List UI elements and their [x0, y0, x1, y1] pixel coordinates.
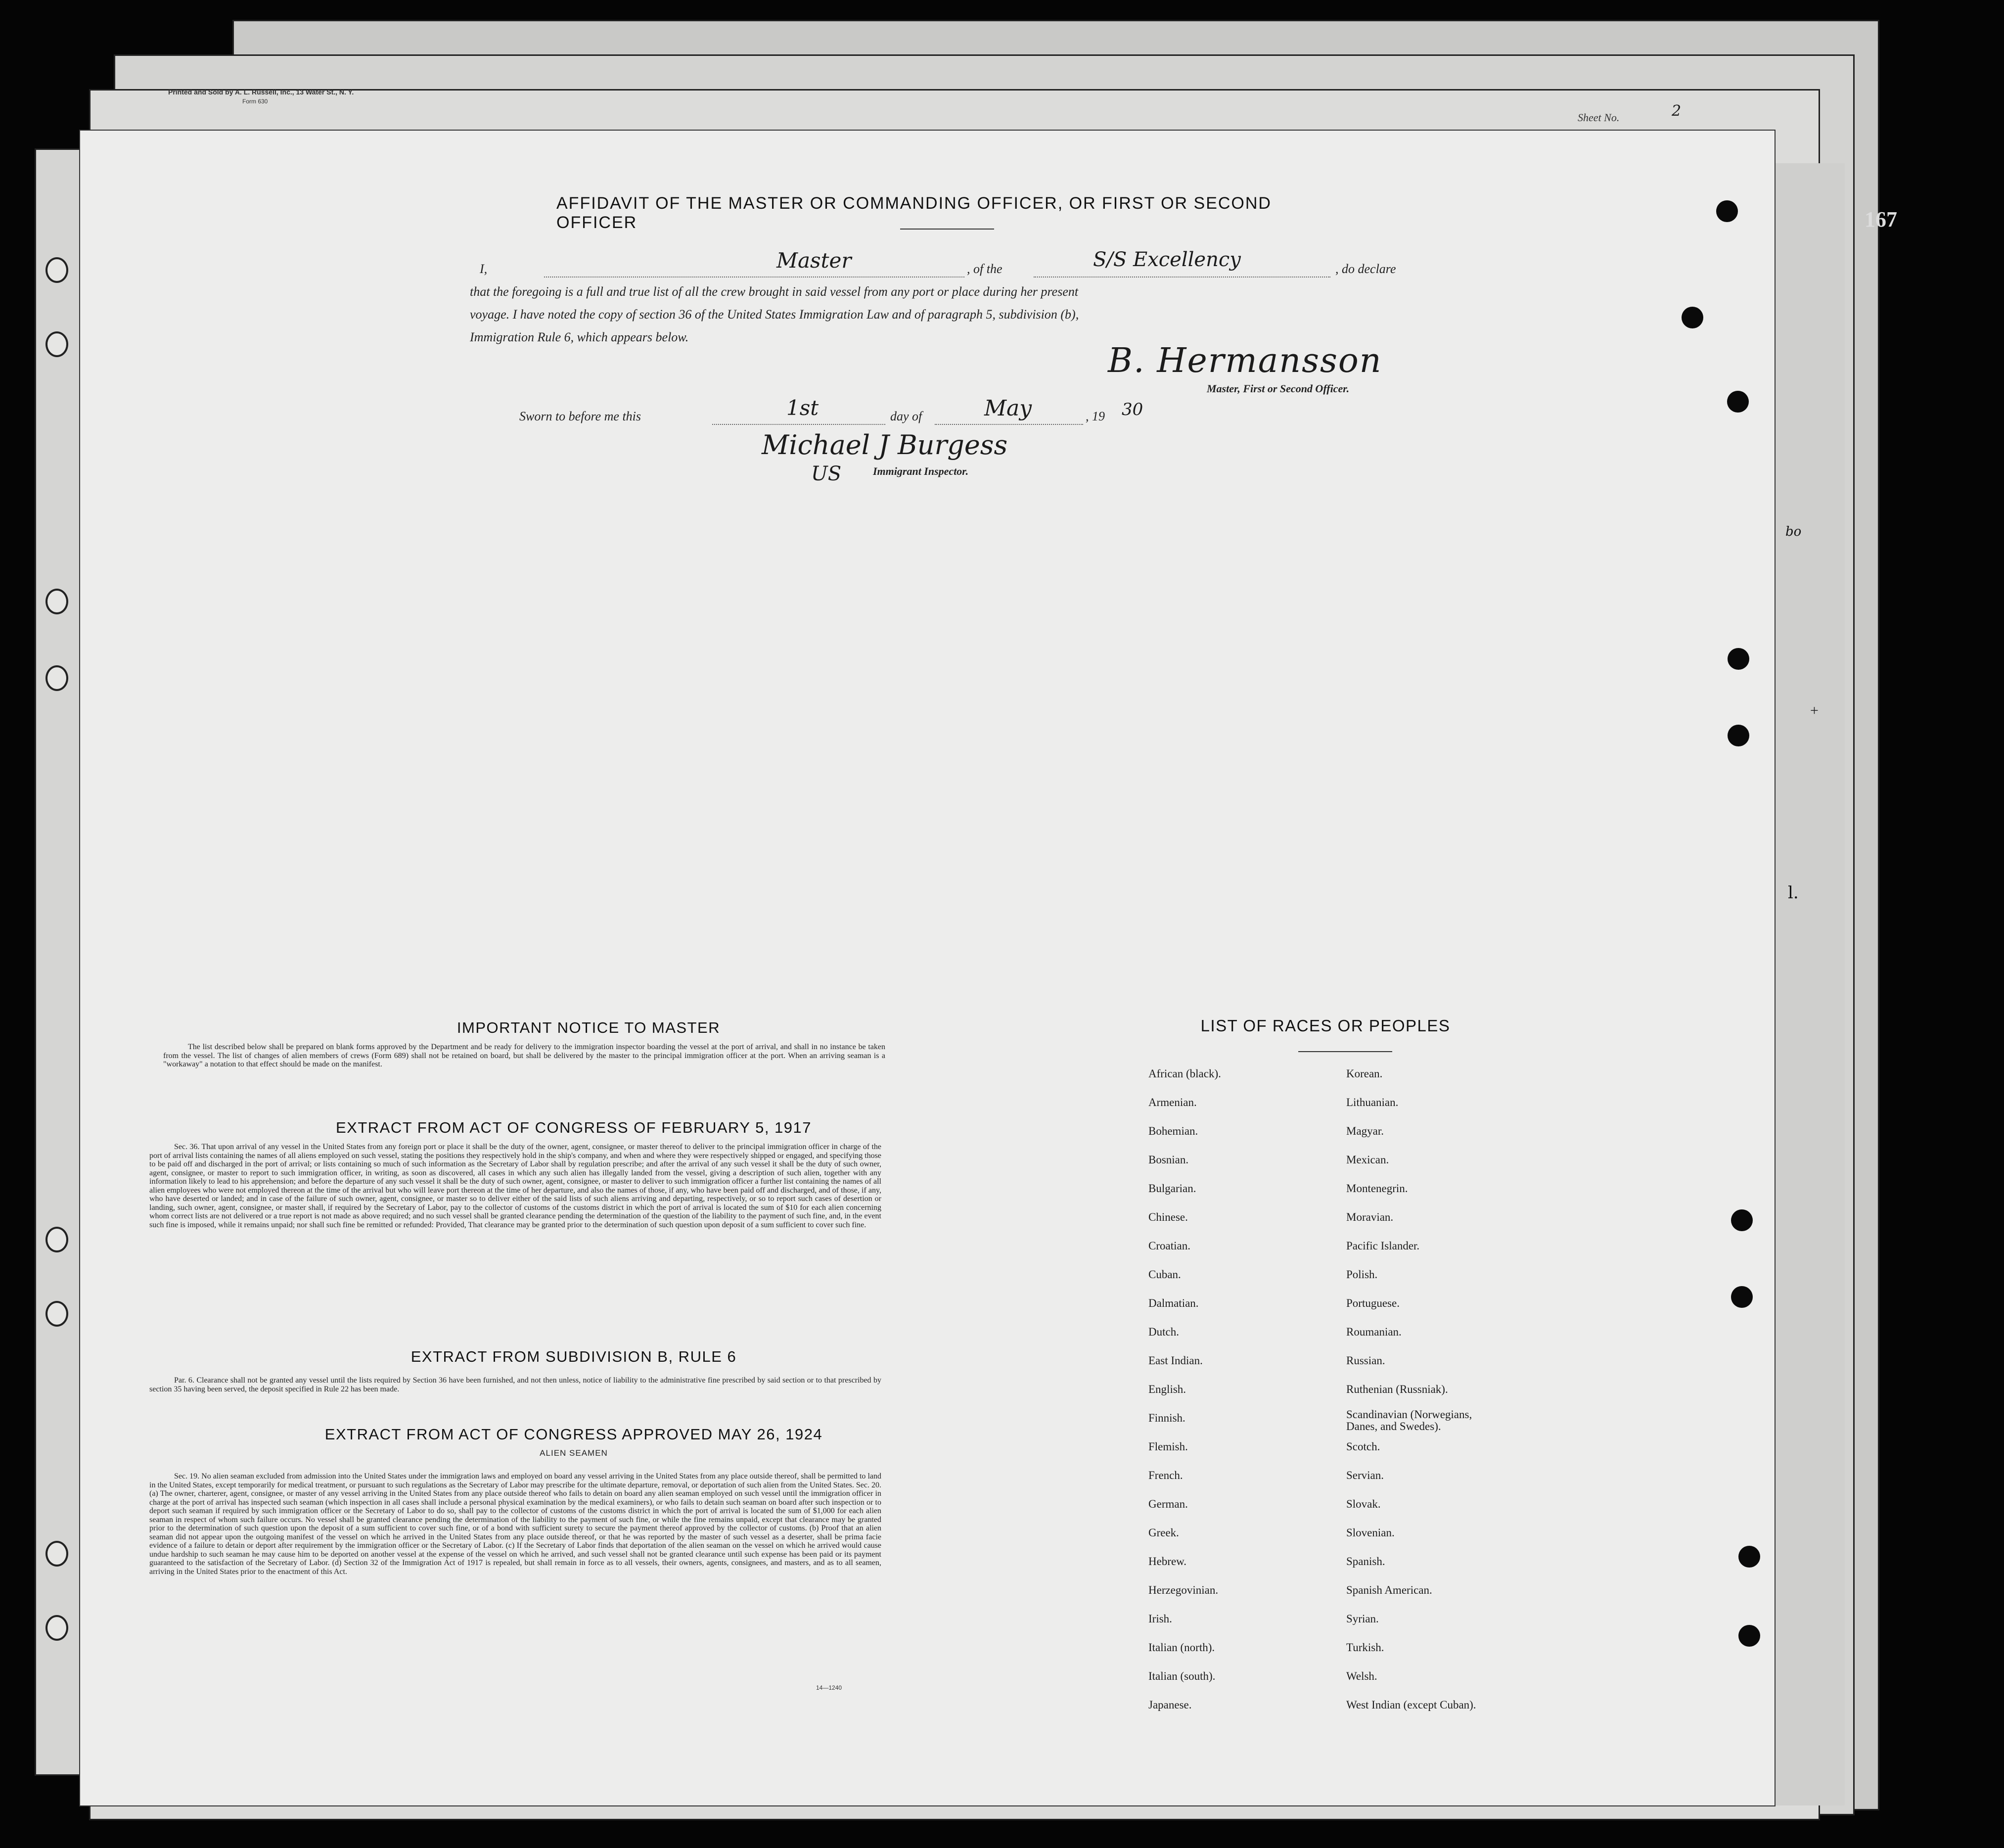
binder-hole-left	[46, 1301, 68, 1327]
race-item: Finnish.	[1148, 1412, 1185, 1424]
race-item: Magyar.	[1346, 1125, 1384, 1137]
race-item: West Indian (except Cuban).	[1346, 1699, 1476, 1711]
binder-hole-left	[46, 1227, 68, 1252]
inspector-signature: Michael J Burgess	[762, 429, 1008, 461]
race-item: Bosnian.	[1148, 1154, 1189, 1166]
race-item: Ruthenian (Russniak).	[1346, 1383, 1448, 1395]
race-item: Servian.	[1346, 1469, 1384, 1481]
decl-i: I,	[480, 262, 488, 276]
race-item: Welsh.	[1346, 1670, 1377, 1682]
extract-1917-title: EXTRACT FROM ACT OF CONGRESS OF FEBRUARY 5, 1917	[335, 1119, 812, 1136]
binder-hole	[1716, 200, 1738, 222]
race-item: Spanish American.	[1346, 1584, 1432, 1596]
title-underline	[900, 229, 994, 230]
year-prefix: , 19	[1086, 409, 1105, 423]
sworn-day-field	[712, 424, 885, 425]
sworn-month: May	[984, 396, 1032, 421]
race-item: Cuban.	[1148, 1268, 1181, 1281]
sworn-month-field	[935, 424, 1083, 425]
binder-hole-left	[46, 589, 68, 614]
form-code: 14—1240	[816, 1684, 842, 1691]
printer-line: Printed and Sold by A. L. Russell, Inc., 13 Water St., N. Y.	[168, 88, 354, 96]
extract-1924-body: Sec. 19. No alien seaman excluded from admission into the United States under the immigration laws and employed on board any vessel arriving in the United States from any place outside thereof, shall be permitted to land in the United States, except temporarily for medical treatment, or pursuant to such regulations as the Secretary of Labor may prescribe for the ultimate departure, removal, or deportation of such alien from the United States. Sec. 20. (a) The owner, charterer, agent, consignee, or master of any vessel arriving in the United States from any place outside thereof who fails to detain on board any alien seaman employed on such vessel until the immigration officer in charge at the port of arrival has inspected such seaman (which inspection in all cases shall include a personal physical examination by the medical examiners), or who fails to detain such seaman on board after such inspection or to deport such seaman if required by such immigration officer or the Secretary of Labor to do so, shall pay to the collector of customs of the customs district in which the port of arrival is located the sum of $1,000 for each alien seaman in respect of whom such failure occurs. No vessel shall be granted clearance pending the determination of the liability to the payment of such fine, or while the fine remains unpaid, except that clearance may be granted prior to the determination of such question upon the deposit of a sum sufficient to cover such fine, or of a bond with sufficient surety to secure the payment thereof approved by the collector of customs. (b) Proof that an alien seaman did not appear upon the outgoing manifest of the vessel on which he arrived in the United States from any place outside thereof, or that he was reported by the master of such vessel as a deserter, shall be prima facie evidence of a failure to detain or deport after requirement by the immigration officer or the Secretary of Labor. (c) If the Secretary of Labor finds that deportation of the alien seaman on the vessel on which he arrived would cause undue hardship to such seaman he may cause him to be deported on another vessel at the expense of the vessel on which he arrived, and such vessel shall not be granted clearance until such expense has been paid or its payment guaranteed to the satisfaction of the Secretary of Labor. (d) Section 32 of the Immigration Act of 1917 is repealed, but shall remain in force as to all vessels, their owners, agents, consignees, and masters, and as to all seamen, arriving in the United States prior to the enactment of this Act.	[149, 1472, 881, 1576]
race-item: Italian (north).	[1148, 1641, 1215, 1654]
race-item: Scotch.	[1346, 1440, 1380, 1453]
race-item: Scandinavian (Norwegians, Danes, and Swedes).	[1346, 1408, 1472, 1432]
extract-rule6-title: EXTRACT FROM SUBDIVISION B, RULE 6	[410, 1348, 737, 1365]
binder-hole-left	[46, 1541, 68, 1567]
race-item: Korean.	[1346, 1067, 1383, 1080]
race-item: Flemish.	[1148, 1440, 1188, 1453]
race-item: Hebrew.	[1148, 1555, 1187, 1568]
race-item: Russian.	[1346, 1354, 1385, 1367]
stray-mark: bo	[1785, 524, 1802, 539]
race-item: Japanese.	[1148, 1699, 1192, 1711]
race-item: Armenian.	[1148, 1096, 1197, 1109]
race-item: Pacific Islander.	[1346, 1240, 1420, 1252]
rank-handwritten: Master	[776, 248, 852, 273]
notice-body: The list described below shall be prepared on blank forms approved by the Department and be ready for delivery to the immigration inspector boarding the vessel at the port of arrival, and shall in no instance be taken from the vessel. The list of changes of alien members of crews (Form 689) shall not be retained on board, but shall be delivered by the master to the principal immigration officer at the port. When an arriving seaman is a "workaway" a notation to that effect should be made on the manifest.	[163, 1043, 885, 1068]
binder-hole	[1731, 1209, 1753, 1231]
right-strip	[1776, 163, 1845, 1805]
race-item: Portuguese.	[1346, 1297, 1400, 1309]
inspector-initials: US	[811, 462, 842, 485]
decl-do-declare: , do declare	[1335, 262, 1396, 276]
decl-line-3: voyage. I have noted the copy of section 36 of the United States Immigration Law and of paragraph 5, subdivision (b),	[470, 307, 1079, 322]
vessel-handwritten: S/S Excellency	[1093, 248, 1241, 271]
race-item: Spanish.	[1346, 1555, 1385, 1568]
race-item: Mexican.	[1346, 1154, 1389, 1166]
binder-hole	[1728, 725, 1749, 746]
race-item: East Indian.	[1148, 1354, 1203, 1367]
race-item: Slovak.	[1346, 1498, 1381, 1510]
decl-line-2: that the foregoing is a full and true list of all the crew brought in said vessel from any port or place during her present	[470, 284, 1079, 299]
notice-title: IMPORTANT NOTICE TO MASTER	[456, 1019, 721, 1036]
race-item: Lithuanian.	[1346, 1096, 1399, 1109]
race-item: Slovenian.	[1346, 1526, 1395, 1539]
race-item: Roumanian.	[1346, 1326, 1402, 1338]
form-number: Form 630	[242, 98, 268, 105]
stray-mark: l.	[1788, 883, 1799, 903]
stray-mark: +	[1810, 702, 1819, 719]
binder-hole	[1731, 1286, 1753, 1308]
race-item: Dalmatian.	[1148, 1297, 1199, 1309]
binder-hole-left	[46, 331, 68, 357]
binder-hole-left	[46, 257, 68, 283]
binder-hole	[1682, 307, 1703, 328]
extract-1924-subtitle: ALIEN SEAMEN	[540, 1448, 608, 1458]
race-item: Chinese.	[1148, 1211, 1188, 1223]
race-item: Bohemian.	[1148, 1125, 1198, 1137]
race-item: Dutch.	[1148, 1326, 1179, 1338]
extract-1924-title: EXTRACT FROM ACT OF CONGRESS APPROVED MAY 26, 1924	[324, 1426, 823, 1443]
decl-of-the: , of the	[967, 262, 1002, 276]
binder-hole-left	[46, 1615, 68, 1641]
master-signature: B. Hermansson	[1108, 341, 1382, 380]
binder-hole	[1727, 391, 1749, 413]
race-item: African (black).	[1148, 1067, 1221, 1080]
day-of-text: day of	[890, 409, 922, 423]
page-stamp-number: 167	[1865, 207, 1897, 231]
race-item: Croatian.	[1148, 1240, 1190, 1252]
races-underline	[1298, 1051, 1392, 1052]
race-item: Moravian.	[1346, 1211, 1394, 1223]
race-item: Greek.	[1148, 1526, 1179, 1539]
sworn-text: Sworn to before me this	[519, 409, 641, 423]
decl-line-4: Immigration Rule 6, which appears below.	[470, 330, 689, 344]
binder-hole	[1738, 1625, 1760, 1647]
race-item: Italian (south).	[1148, 1670, 1216, 1682]
extract-rule6-body: Par. 6. Clearance shall not be granted any vessel until the lists required by Section 36 have been furnished, and not then unless, notice of liability to the administrative fine prescribed by said section or to that prescribed by section 35 having been served, the deposit specified in Rule 22 has been made.	[149, 1376, 881, 1393]
race-item: Turkish.	[1346, 1641, 1384, 1654]
race-item: German.	[1148, 1498, 1188, 1510]
sheet-number: 2	[1672, 102, 1682, 120]
race-item: English.	[1148, 1383, 1186, 1395]
race-item: Syrian.	[1346, 1613, 1379, 1625]
binder-hole	[1728, 648, 1749, 670]
race-item: Herzegovinian.	[1148, 1584, 1219, 1596]
race-item: Montenegrin.	[1346, 1182, 1408, 1195]
year-suffix: 30	[1122, 400, 1143, 419]
binder-hole	[1738, 1546, 1760, 1568]
sworn-day: 1st	[786, 396, 819, 420]
races-title: LIST OF RACES OR PEOPLES	[1200, 1016, 1451, 1035]
inspector-caption: Immigrant Inspector.	[873, 465, 969, 477]
race-item: French.	[1148, 1469, 1183, 1481]
left-strip	[35, 148, 84, 1776]
affidavit-title: AFFIDAVIT OF THE MASTER OR COMMANDING OFFICER, OR FIRST OR SECOND OFFICER	[556, 194, 1272, 232]
race-item: Polish.	[1346, 1268, 1378, 1281]
race-item: Irish.	[1148, 1613, 1172, 1625]
master-caption: Master, First or Second Officer.	[1207, 382, 1350, 395]
binder-hole-left	[46, 665, 68, 691]
extract-1917-body: Sec. 36. That upon arrival of any vessel in the United States from any foreign port or place it shall be the duty of the owner, agent, consignee, or master thereof to deliver to the principal immigration officer in charge of the port of arrival lists containing the names of all aliens employed on such vessel, stating the positions they respectively hold in the ship's company, and when and where they were respectively shipped or engaged, and specifying those to be paid off and discharged in the port of arrival; or lists containing so much of such information as the Secretary of Labor shall by regulation prescribe; and after the arrival of any such vessel it shall be the duty of such owner, agent, consignee, or master to report to such immigration officer, in writing, as soon as discovered, all cases in which any such alien has illegally landed from the vessel, giving a description of such alien, together with any information likely to lead to his apprehension; and before the departure of any such vessel it shall be the duty of such owner, agent, consignee, or master to deliver to such immigration officer a further list containing the names of all alien employees who were not employed thereon at the time of the arrival but who will leave port thereon at the time of her departure, and also the names of those, if any, who have been paid off and discharged, and of those, if any, who have deserted or landed; and in case of the failure of such owner, agent, consignee, or master so to deliver either of the said lists of such aliens arriving and departing, respectively, or so to report such cases of desertion or landing, such owner, agent, consignee, or master shall, if required by the Secretary of Labor, pay to the collector of customs of the customs district in which the port of arrival is located the sum of $10 for each alien concerning whom correct lists are not delivered or a true report is not made as above required; and no such vessel shall be granted clearance pending the determination of the question of the liability to the payment of such fine, and, in the event such fine is imposed, while it remains unpaid; nor shall such fine be remitted or refunded: Provided, That clearance may be granted prior to the determination of such question upon deposit of a sum sufficient to cover such fine.	[149, 1143, 881, 1229]
sheet-label: Sheet No.	[1578, 111, 1620, 124]
race-item: Bulgarian.	[1148, 1182, 1196, 1195]
